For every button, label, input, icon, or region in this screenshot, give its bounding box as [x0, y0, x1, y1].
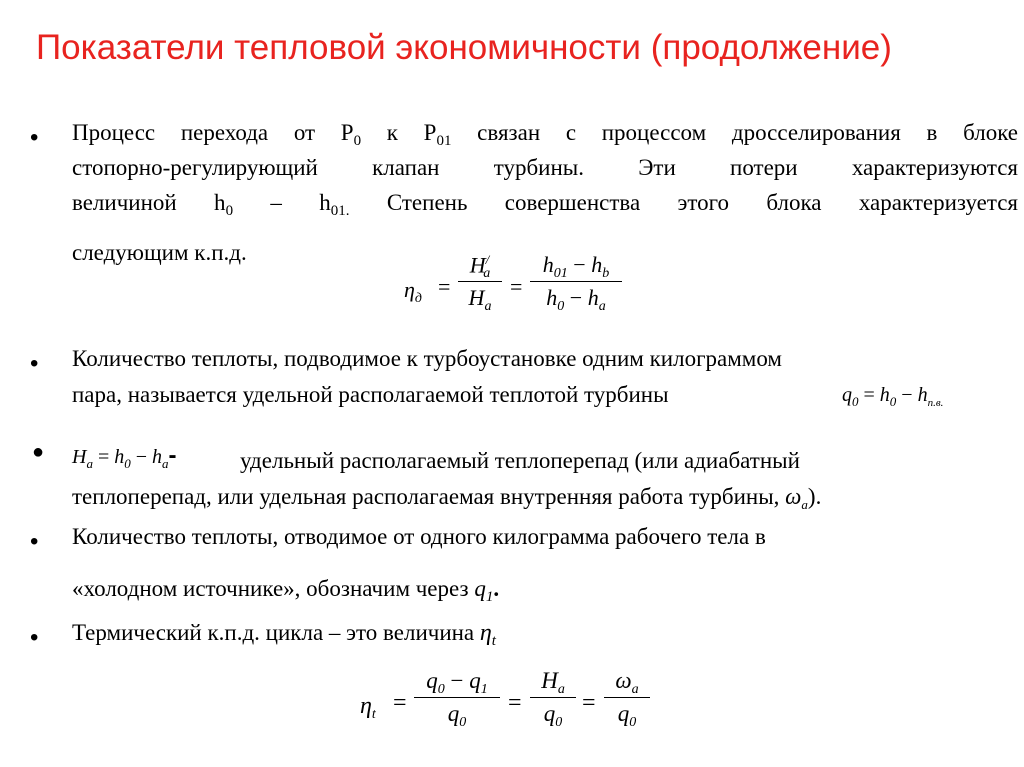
formula-heat-drop: $H_a = h_0 - h_a-$: [72, 442, 177, 471]
bullet-5: •: [30, 624, 39, 651]
b2-line-2: пара, называется удельной располагаемой теплотой турбины: [72, 382, 669, 407]
bullet-4: •: [30, 528, 39, 555]
b1-line-2: стопорно-регулирующий клапан турбины. Эти потери характеризуются: [72, 155, 1018, 180]
slide-title: Показатели тепловой экономичности (продолжение): [36, 28, 892, 67]
b5-line-1: Термический к.п.д. цикла – это величина $\eta_t$: [72, 620, 496, 649]
b4-line-2: «холодном источнике», обозначим через $q_1$.: [72, 576, 500, 605]
bullet-3: ●: [32, 441, 45, 463]
b3-line-2: теплоперепад, или удельная располагаемая внутренняя работа турбины, $\omega_a$).: [72, 484, 822, 512]
b1-line-3: величиной $h_0 - h_{01.}$ Степень совершенства этого блока характеризуется: [72, 190, 1019, 219]
b1-line-4: следующим к.п.д.: [72, 240, 247, 265]
bullet-1: •: [30, 124, 39, 151]
b4-line-1: Количество теплоты, отводимое от одного килограмма рабочего тела в: [72, 524, 766, 549]
b1-line-1: Процесс перехода от $Р_0$ к $Р_{01}$ связан с процессом дросселирования в блоке: [72, 120, 1019, 149]
b3-line-1: удельный располагаемый теплоперепад (или адиабатный: [240, 448, 800, 473]
bullet-2: •: [30, 350, 39, 377]
formula-heat-supplied: $q_0 = h_0 - h_{п.в.}$: [842, 384, 944, 409]
b2-line-1: Количество теплоты, подводимое к турбоустановке одним килограммом: [72, 346, 782, 371]
